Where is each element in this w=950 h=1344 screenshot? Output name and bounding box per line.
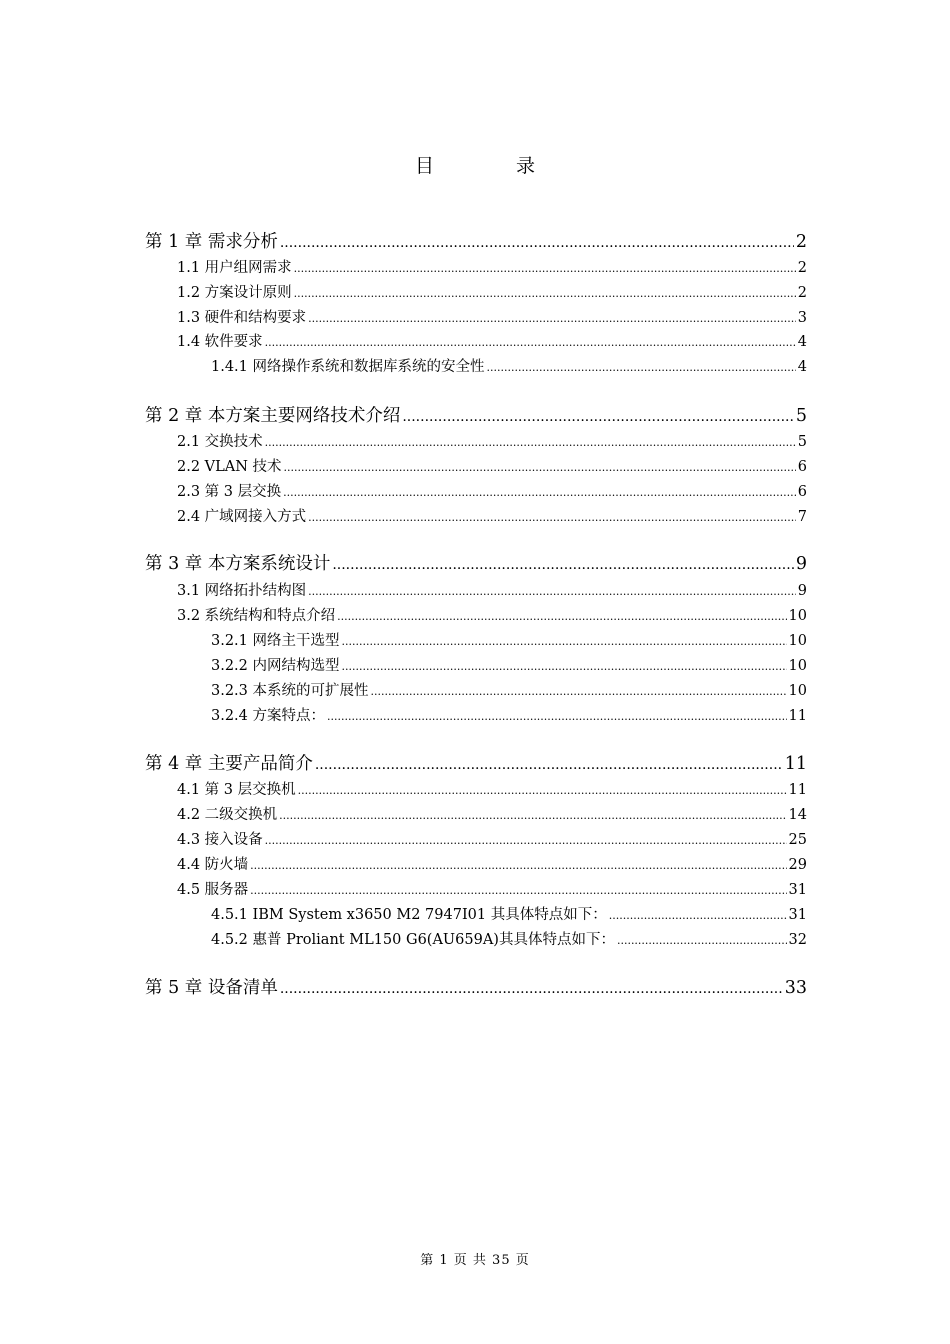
toc-entry-label: 1.3 硬件和结构要求 bbox=[177, 310, 307, 326]
toc-leader-dots bbox=[371, 683, 787, 699]
toc-entry-label: 2.4 广域网接入方式 bbox=[177, 509, 307, 525]
toc-entry-label: 1.2 方案设计原则 bbox=[177, 285, 292, 301]
toc-entry-4-5-2[interactable] bbox=[211, 928, 807, 950]
toc-entry-chapter-1[interactable] bbox=[145, 228, 807, 254]
toc-leader-dots bbox=[283, 484, 796, 500]
toc-leader-dots bbox=[315, 754, 783, 774]
toc-entry-label: 4.2 二级交换机 bbox=[177, 807, 278, 823]
toc-entry-label: 1.1 用户组网需求 bbox=[177, 260, 292, 276]
toc-entry-page: 5 bbox=[797, 434, 807, 450]
toc-entry-label: 4.5.2 惠普 Proliant ML150 G6(AU659A)其具体特点如下： bbox=[211, 932, 615, 948]
toc-entry-page: 7 bbox=[797, 509, 807, 525]
toc-entry-page: 31 bbox=[788, 907, 807, 923]
toc-leader-dots bbox=[332, 554, 794, 574]
toc-leader-dots bbox=[308, 509, 796, 525]
toc-entry-page: 4 bbox=[797, 359, 807, 375]
toc-entry-label: 第 5 章 设备清单 bbox=[145, 978, 278, 998]
toc-entry-3-2[interactable] bbox=[177, 604, 807, 626]
toc-entry-label: 3.2.1 网络主干选型 bbox=[211, 633, 340, 649]
toc-entry-1-4-1[interactable] bbox=[211, 355, 807, 377]
toc-entry-2-2[interactable] bbox=[177, 455, 807, 477]
toc-entry-chapter-3[interactable] bbox=[145, 550, 807, 576]
toc-entry-1-3[interactable] bbox=[177, 306, 807, 328]
toc-entry-page: 6 bbox=[797, 484, 807, 500]
toc-entry-page: 11 bbox=[784, 754, 807, 774]
toc-entry-page: 10 bbox=[788, 608, 807, 624]
toc-entry-label: 4.1 第 3 层交换机 bbox=[177, 782, 296, 798]
toc-entry-page: 2 bbox=[797, 260, 807, 276]
toc-leader-dots bbox=[265, 832, 787, 848]
toc-leader-dots bbox=[337, 608, 786, 624]
toc-entry-page: 14 bbox=[788, 807, 807, 823]
toc-entry-4-2[interactable] bbox=[177, 803, 807, 825]
toc-leader-dots bbox=[308, 310, 796, 326]
toc-entry-2-4[interactable] bbox=[177, 505, 807, 527]
toc-entry-1-4[interactable] bbox=[177, 330, 807, 352]
toc-entry-1-2[interactable] bbox=[177, 281, 807, 303]
toc-entry-label: 4.5 服务器 bbox=[177, 882, 249, 898]
toc-entry-page: 25 bbox=[788, 832, 807, 848]
toc-entry-page: 10 bbox=[788, 633, 807, 649]
toc-entry-page: 3 bbox=[797, 310, 807, 326]
toc-entry-chapter-2[interactable] bbox=[145, 402, 807, 428]
toc-entry-label: 1.4 软件要求 bbox=[177, 334, 263, 350]
toc-entry-3-2-1[interactable] bbox=[211, 629, 807, 651]
toc-entry-page: 32 bbox=[788, 932, 807, 948]
toc-entry-page: 11 bbox=[788, 782, 807, 798]
toc-entry-page: 2 bbox=[797, 285, 807, 301]
toc-entry-3-2-2[interactable] bbox=[211, 654, 807, 676]
toc-entry-label: 4.4 防火墙 bbox=[177, 857, 249, 873]
toc-entry-label: 1.4.1 网络操作系统和数据库系统的安全性 bbox=[211, 359, 485, 375]
toc-entry-page: 33 bbox=[784, 978, 807, 998]
toc-entry-label: 第 2 章 本方案主要网络技术介绍 bbox=[145, 406, 401, 426]
toc-leader-dots bbox=[279, 807, 786, 823]
toc-entry-4-4[interactable] bbox=[177, 853, 807, 875]
toc-entry-chapter-5[interactable] bbox=[145, 974, 807, 1000]
toc-entry-label: 3.1 网络拓扑结构图 bbox=[177, 583, 307, 599]
toc-leader-dots bbox=[487, 359, 796, 375]
toc-leader-dots bbox=[294, 260, 796, 276]
toc-entry-page: 10 bbox=[788, 658, 807, 674]
toc-entry-page: 29 bbox=[788, 857, 807, 873]
toc-entry-label: 第 3 章 本方案系统设计 bbox=[145, 554, 331, 574]
toc-entry-chapter-4[interactable] bbox=[145, 750, 807, 776]
toc-entry-label: 3.2.3 本系统的可扩展性 bbox=[211, 683, 369, 699]
toc-entry-4-3[interactable] bbox=[177, 828, 807, 850]
toc-entry-label: 2.3 第 3 层交换 bbox=[177, 484, 282, 500]
toc-leader-dots bbox=[284, 459, 796, 475]
toc-entry-label: 3.2 系统结构和特点介绍 bbox=[177, 608, 336, 624]
page-footer: 第 1 页 共 35 页 bbox=[420, 1253, 530, 1268]
toc-leader-dots bbox=[250, 857, 786, 873]
toc-leader-dots bbox=[250, 882, 786, 898]
toc-entry-page: 5 bbox=[795, 406, 807, 426]
toc-entry-4-5-1[interactable] bbox=[211, 903, 807, 925]
toc-entry-label: 2.1 交换技术 bbox=[177, 434, 263, 450]
toc-entry-4-5[interactable] bbox=[177, 878, 807, 900]
toc-entry-page: 11 bbox=[788, 708, 807, 724]
toc-leader-dots bbox=[280, 978, 783, 998]
toc-entry-page: 31 bbox=[788, 882, 807, 898]
toc-leader-dots bbox=[609, 907, 787, 923]
toc-leader-dots bbox=[294, 285, 796, 301]
toc-entry-2-1[interactable] bbox=[177, 430, 807, 452]
toc-entry-page: 4 bbox=[797, 334, 807, 350]
toc-leader-dots bbox=[265, 434, 796, 450]
toc-entry-label: 第 4 章 主要产品简介 bbox=[145, 754, 313, 774]
toc-entry-3-1[interactable] bbox=[177, 579, 807, 601]
toc-entry-label: 4.3 接入设备 bbox=[177, 832, 263, 848]
toc-entry-label: 3.2.2 内网结构选型 bbox=[211, 658, 340, 674]
toc-entry-3-2-4[interactable] bbox=[211, 704, 807, 726]
toc-entry-label: 第 1 章 需求分析 bbox=[145, 232, 278, 252]
toc-entry-1-1[interactable] bbox=[177, 256, 807, 278]
page-title: 目 录 bbox=[414, 155, 574, 177]
toc-leader-dots bbox=[342, 633, 787, 649]
toc-entry-3-2-3[interactable] bbox=[211, 679, 807, 701]
toc-entry-2-3[interactable] bbox=[177, 480, 807, 502]
toc-leader-dots bbox=[308, 583, 796, 599]
toc-leader-dots bbox=[280, 232, 794, 252]
toc-leader-dots bbox=[298, 782, 787, 798]
toc-entry-page: 6 bbox=[797, 459, 807, 475]
toc-entry-page: 2 bbox=[795, 232, 807, 252]
toc-leader-dots bbox=[617, 932, 787, 948]
toc-leader-dots bbox=[402, 406, 794, 426]
toc-entry-page: 9 bbox=[797, 583, 807, 599]
toc-leader-dots bbox=[265, 334, 796, 350]
toc-entry-4-1[interactable] bbox=[177, 778, 807, 800]
toc-entry-page: 10 bbox=[788, 683, 807, 699]
toc-entry-label: 2.2 VLAN 技术 bbox=[177, 459, 282, 475]
toc-entry-label: 3.2.4 方案特点： bbox=[211, 708, 326, 724]
toc-leader-dots bbox=[327, 708, 787, 724]
toc-entry-page: 9 bbox=[795, 554, 807, 574]
toc-entry-label: 4.5.1 IBM System x3650 M2 7947I01 其具体特点如下： bbox=[211, 907, 607, 923]
toc-leader-dots bbox=[342, 658, 787, 674]
